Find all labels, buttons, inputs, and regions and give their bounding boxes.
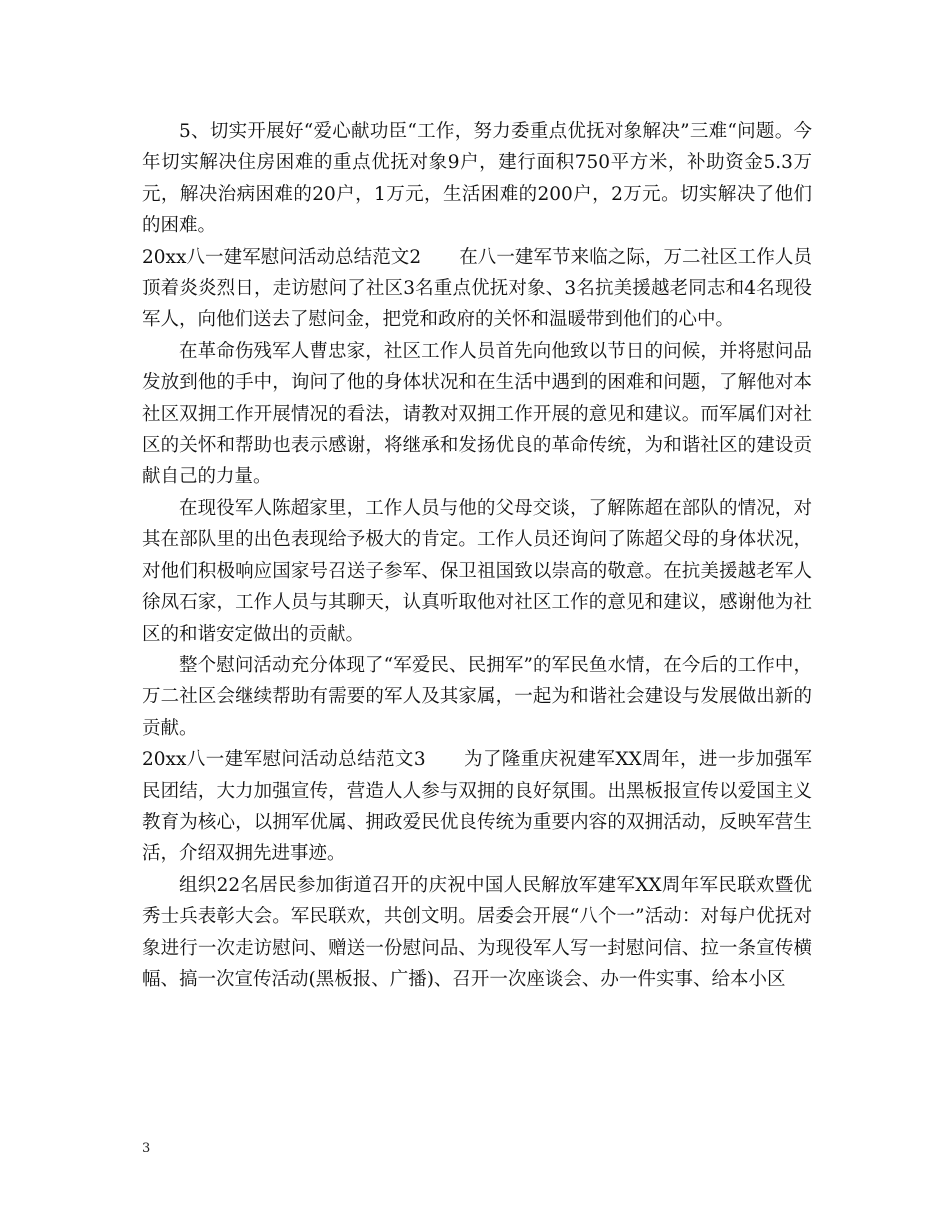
paragraph-chen-family-visit: 在现役军人陈超家里，工作人员与他的父母交谈，了解陈超在部队的情况，对其在部队里的出色表现给予极大的肯定。工作人员还询问了陈超父母的身体状况，对他们积极响应国家号召送子参军、保卫祖国致以崇高的敬意。在抗美援越老军人徐凤石家，工作人员与其聊天，认真听取他对社区工作的意见和建议，感谢他为社区的和谐安定做出的贡献。 [142,497,812,645]
section-3-paragraph [142,744,812,870]
section-3-intro-text: 为了隆重庆祝建军XX周年，进一步加强军民团结，大力加强宣传，营造人人参与双拥的良好氛围。出黑板报宣传以爱国主义教育为核心，以拥军优属、拥政爱民优良传统为重要内容的双拥活动，反映军营生活，介绍双拥先进事迹。 [142,749,812,865]
section-title-3: 20xx八一建军慰问活动总结范文3 [142,749,426,771]
document-body [142,116,812,995]
section-2-intro-text: 在八一建军节来临之际，万二社区工作人员顶着炎炎烈日，走访慰问了社区3名重点优抚对象、3名抗美援越老同志和4名现役军人，向他们送去了慰问金，把党和政府的关怀和温暖带到他们的心中。 [142,246,812,331]
paragraph-cao-family-visit: 在革命伤残军人曹忠家，社区工作人员首先向他致以节日的问候，并将慰问品发放到他的手中，询问了他的身体状况和在生活中遇到的困难和问题，了解他对本社区双拥工作开展情况的看法，请教对双拥工作开展的意见和建议。而军属们对社区的关怀和帮助也表示感谢，将继承和发扬优良的革命传统，为和谐社区的建设贡献自己的力量。 [142,340,812,488]
page-number: 3 [142,1141,151,1156]
paragraph-item-5: 5、切实开展好“爱心献功臣“工作，努力委重点优抚对象解决”三难“问题。今年切实解决住房困难的重点优抚对象9户，建行面积750平方米，补助资金5.3万元，解决治病困难的20户，1万元，生活困难的200户，2万元。切实解决了他们的困难。 [142,121,812,237]
paragraph-summary: 整个慰问活动充分体现了“军爱民、民拥军”的军民鱼水情，在今后的工作中，万二社区会继续帮助有需要的军人及其家属，一起为和谐社会建设与发展做出新的贡献。 [142,654,812,739]
paragraph-residents-event: 组织22名居民参加街道召开的庆祝中国人民解放军建军XX周年军民联欢暨优秀士兵表彰大会。军民联欢，共创文明。居委会开展“八个一”活动：对每户优抚对象进行一次走访慰问、赠送一份慰问品、为现役军人写一封慰问信、拉一条宣传横幅、搞一次宣传活动(黑板报、广播)、召开一次座谈会、办一件实事、给本小区 [142,874,812,990]
section-title-2: 20xx八一建军慰问活动总结范文2 [142,246,422,268]
section-2-paragraph [142,242,812,336]
